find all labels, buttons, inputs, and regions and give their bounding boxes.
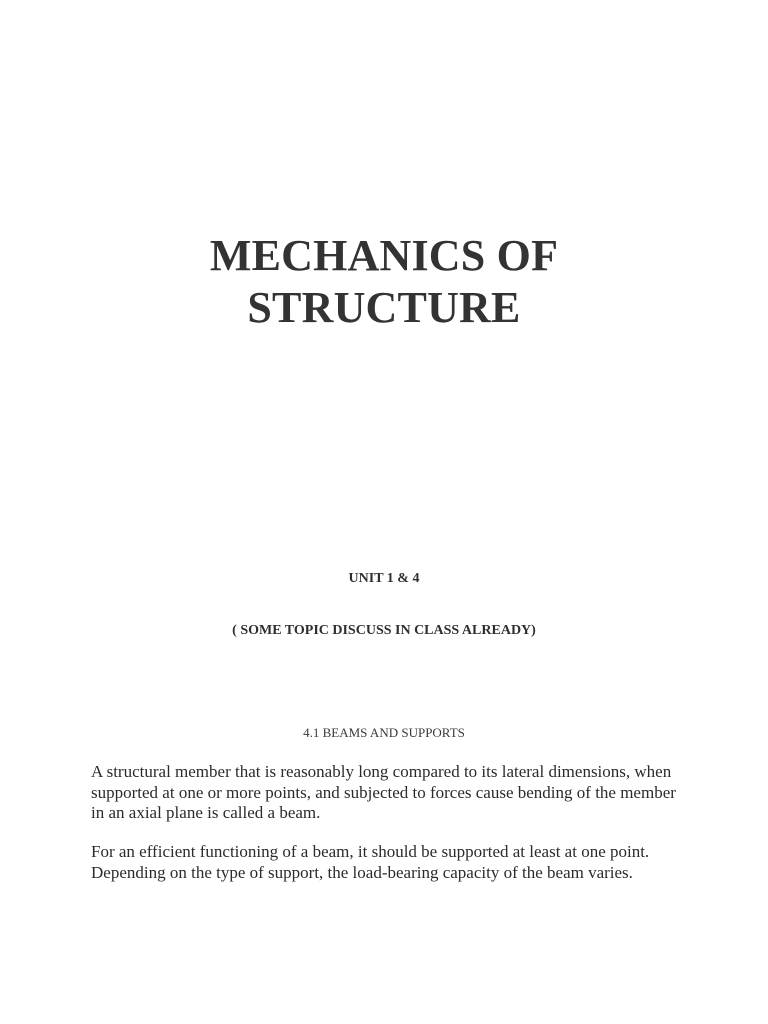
paragraph-beam-definition: A structural member that is reasonably long compared to its lateral dimensions, when supported at one or more points, and subjected to forces cause bending of the member in an axial plane is called a beam.	[91, 762, 676, 822]
class-note: ( SOME TOPIC DISCUSS IN CLASS ALREADY)	[232, 623, 536, 638]
paragraph-beam-support: For an efficient functioning of a beam, it should be supported at least at one point. Depending on the type of support, the load-bearing capacity of the beam varies.	[91, 842, 650, 882]
title-line-1: MECHANICS OF	[209, 231, 559, 280]
title-line-2: STRUCTURE	[247, 283, 521, 332]
unit-label: UNIT 1 & 4	[348, 571, 420, 586]
section-heading: 4.1 BEAMS AND SUPPORTS	[303, 725, 465, 740]
document-title	[0, 230, 768, 334]
